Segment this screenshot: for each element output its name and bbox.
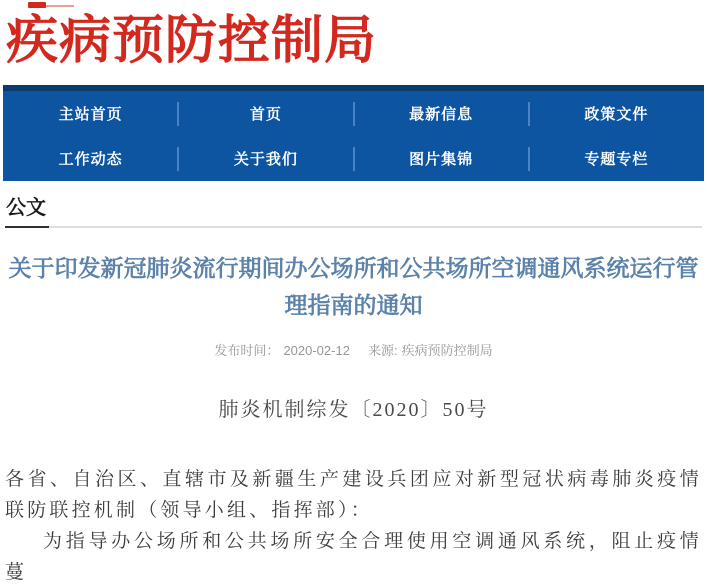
article-body [5,464,702,588]
document-number: 肺炎机制综发〔2020〕50号 [218,399,489,421]
nav-item-latest-info[interactable]: 最新信息 [354,91,529,136]
tab-official-documents[interactable]: 公文 [5,189,49,228]
nav-row-2 [3,136,704,181]
section-bar [5,189,702,228]
logo-fragment [28,2,46,8]
nav-item-policy-docs[interactable]: 政策文件 [584,106,649,123]
source-value: 疾病预防控制局 [401,343,493,358]
site-header [0,0,707,85]
nav-item-special-topics[interactable]: 专题专栏 [584,151,649,168]
publish-time-label: 发布时间： [214,343,280,358]
site-title: 疾病预防控制局 [6,12,378,70]
source-label: 来源: [367,343,398,358]
nav-item-main-home[interactable]: 主站首页 [3,91,178,136]
body-paragraph: 各省、自治区、直辖市及新疆生产建设兵团应对新型冠状病毒肺炎疫情联防联控机制（领导小组、指挥部）： [5,469,702,521]
publish-time-value: 2020-02-12 [283,343,350,358]
main-nav [3,85,704,181]
nav-item-photo-gallery[interactable]: 图片集锦 [354,136,529,181]
article-title: 关于印发新冠肺炎流行期间办公场所和公共场所空调通风系统运行管理指南的通知 [8,255,699,318]
article-meta [5,340,702,359]
nav-item-work-updates[interactable]: 工作动态 [3,136,178,181]
content-area [0,181,707,588]
nav-item-home[interactable]: 首页 [178,91,353,136]
nav-row-1 [3,91,704,136]
body-paragraph: 为指导办公场所和公共场所安全合理使用空调通风系统，阻止疫情蔓 [5,531,702,583]
nav-item-about-us[interactable]: 关于我们 [178,136,353,181]
